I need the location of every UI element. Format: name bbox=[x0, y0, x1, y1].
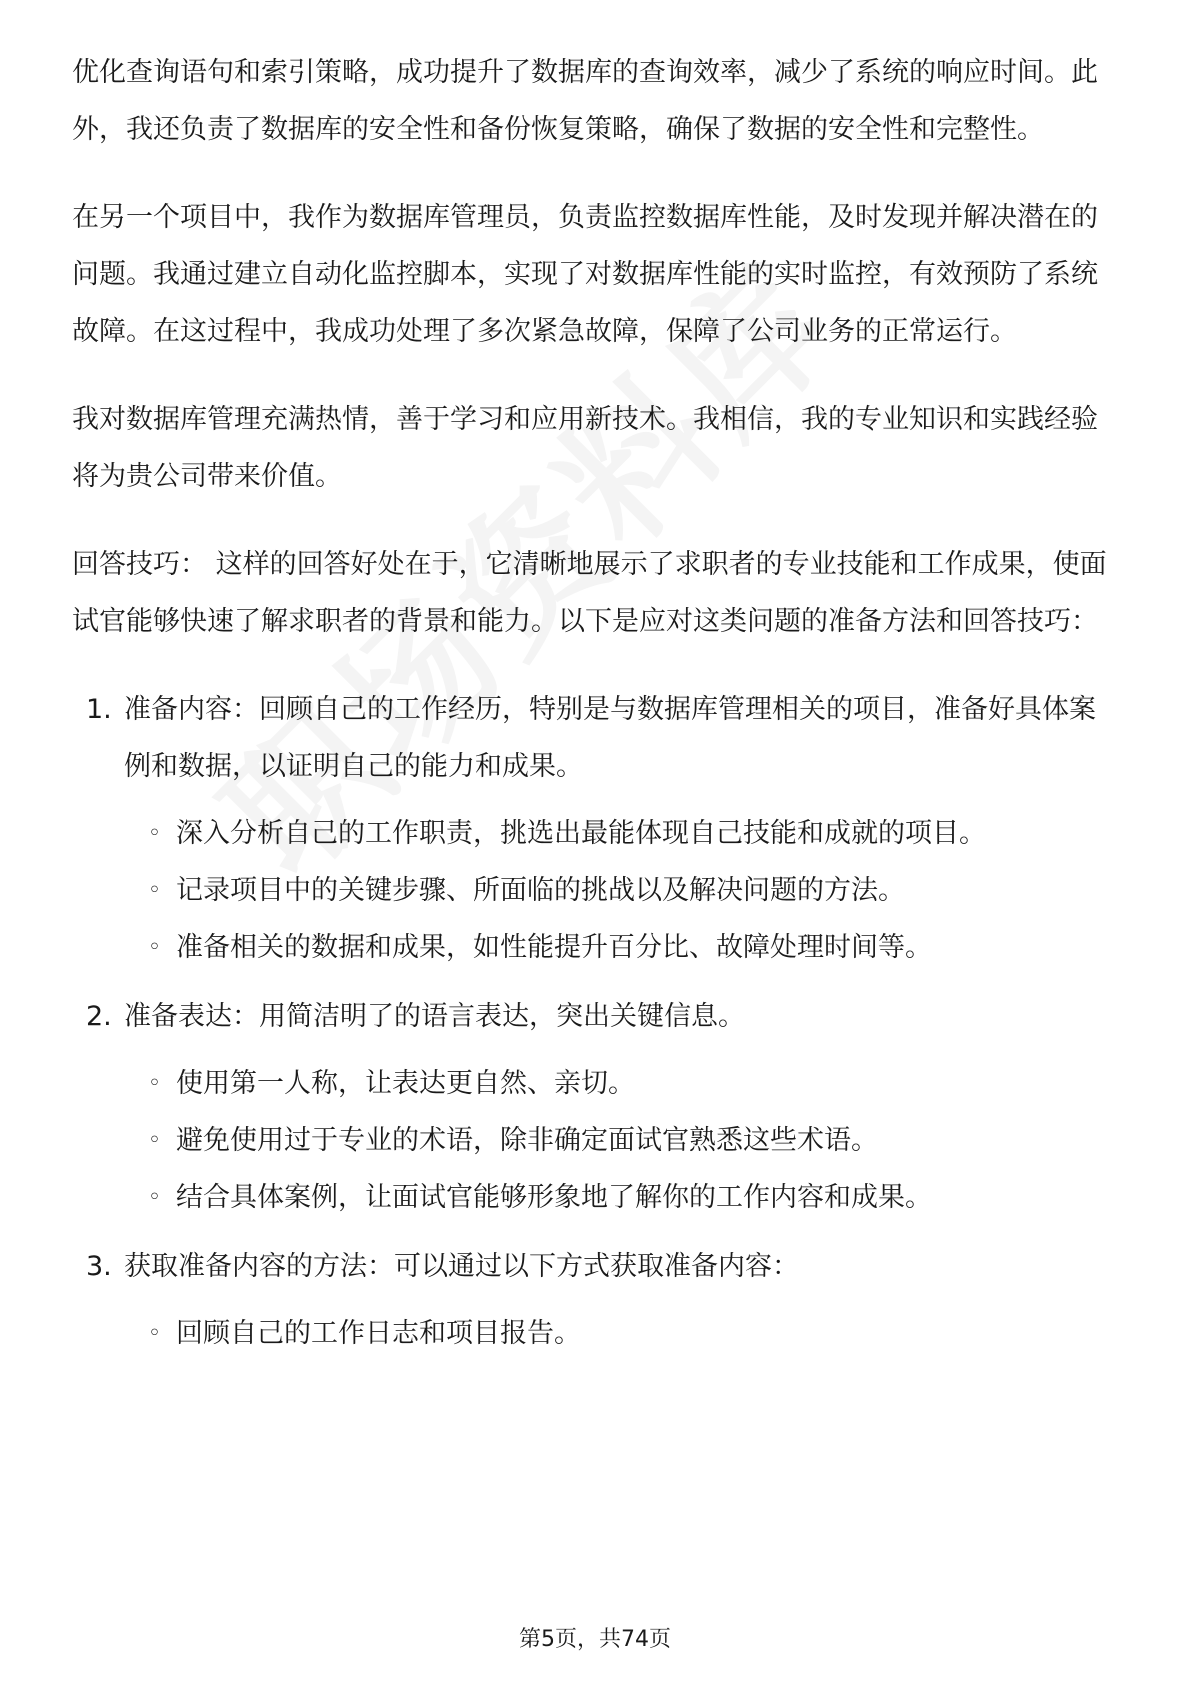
bullet-list bbox=[124, 1055, 1122, 1226]
paragraph: 在另一个项目中，我作为数据库管理员，负责监控数据库性能，及时发现并解决潜在的问题。我通过建立自动化监控脚本，实现了对数据库性能的实时监控，有效预防了系统故障。在这过程中，我成功处理了多次紧急故障，保障了公司业务的正常运行。 bbox=[72, 202, 1098, 347]
bullet-icon: ◦ bbox=[148, 1128, 161, 1153]
paragraph: 我对数据库管理充满热情，善于学习和应用新技术。我相信，我的专业知识和实践经验将为贵公司带来价值。 bbox=[72, 404, 1098, 492]
bullet-icon: ◦ bbox=[148, 935, 161, 960]
bullet-list bbox=[124, 805, 1122, 976]
bullet-icon: ◦ bbox=[148, 1071, 161, 1096]
bullet-item bbox=[124, 1055, 1122, 1112]
bullet-icon: ◦ bbox=[148, 1321, 161, 1346]
paragraph: 优化查询语句和索引策略，成功提升了数据库的查询效率，减少了系统的响应时间。此外，我还负责了数据库的安全性和备份恢复策略，确保了数据的安全性和完整性。 bbox=[72, 57, 1098, 145]
list-item bbox=[72, 1238, 1122, 1362]
bullet-item bbox=[124, 862, 1122, 919]
bullet-text: 准备相关的数据和成果，如性能提升百分比、故障处理时间等。 bbox=[176, 932, 932, 963]
list-number: 1. bbox=[86, 694, 112, 725]
numbered-list bbox=[72, 681, 1122, 1362]
list-item bbox=[72, 681, 1122, 976]
list-item-text: 准备内容：回顾自己的工作经历，特别是与数据库管理相关的项目，准备好具体案例和数据，以证明自己的能力和成果。 bbox=[124, 694, 1096, 782]
bullet-text: 使用第一人称，让表达更自然、亲切。 bbox=[176, 1068, 635, 1099]
bullet-item bbox=[124, 805, 1122, 862]
bullet-text: 深入分析自己的工作职责，挑选出最能体现自己技能和成就的项目。 bbox=[176, 818, 986, 849]
list-item-text: 获取准备内容的方法：可以通过以下方式获取准备内容： bbox=[124, 1251, 799, 1282]
bullet-list bbox=[124, 1305, 1122, 1362]
list-number: 3. bbox=[86, 1251, 112, 1282]
bullet-icon: ◦ bbox=[148, 821, 161, 846]
bullet-text: 避免使用过于专业的术语，除非确定面试官熟悉这些术语。 bbox=[176, 1125, 878, 1156]
list-item-text: 准备表达：用简洁明了的语言表达，突出关键信息。 bbox=[124, 1001, 745, 1032]
bullet-item bbox=[124, 1169, 1122, 1226]
bullet-item bbox=[124, 1305, 1122, 1362]
bullet-item bbox=[124, 919, 1122, 976]
paragraph-answer-tips: 回答技巧： 这样的回答好处在于，它清晰地展示了求职者的专业技能和工作成果，使面试官能够快速了解求职者的背景和能力。以下是应对这类问题的准备方法和回答技巧： bbox=[72, 549, 1107, 637]
bullet-text: 结合具体案例，让面试官能够形象地了解你的工作内容和成果。 bbox=[176, 1182, 932, 1213]
page-footer: 第5页，共74页 bbox=[519, 1627, 671, 1652]
bullet-icon: ◦ bbox=[148, 1185, 161, 1210]
bullet-text: 回顾自己的工作日志和项目报告。 bbox=[176, 1318, 581, 1349]
bullet-icon: ◦ bbox=[148, 878, 161, 903]
page-content bbox=[72, 44, 1122, 1374]
list-number: 2. bbox=[86, 1001, 112, 1032]
bullet-text: 记录项目中的关键步骤、所面临的挑战以及解决问题的方法。 bbox=[176, 875, 905, 906]
bullet-item bbox=[124, 1112, 1122, 1169]
list-item bbox=[72, 988, 1122, 1226]
